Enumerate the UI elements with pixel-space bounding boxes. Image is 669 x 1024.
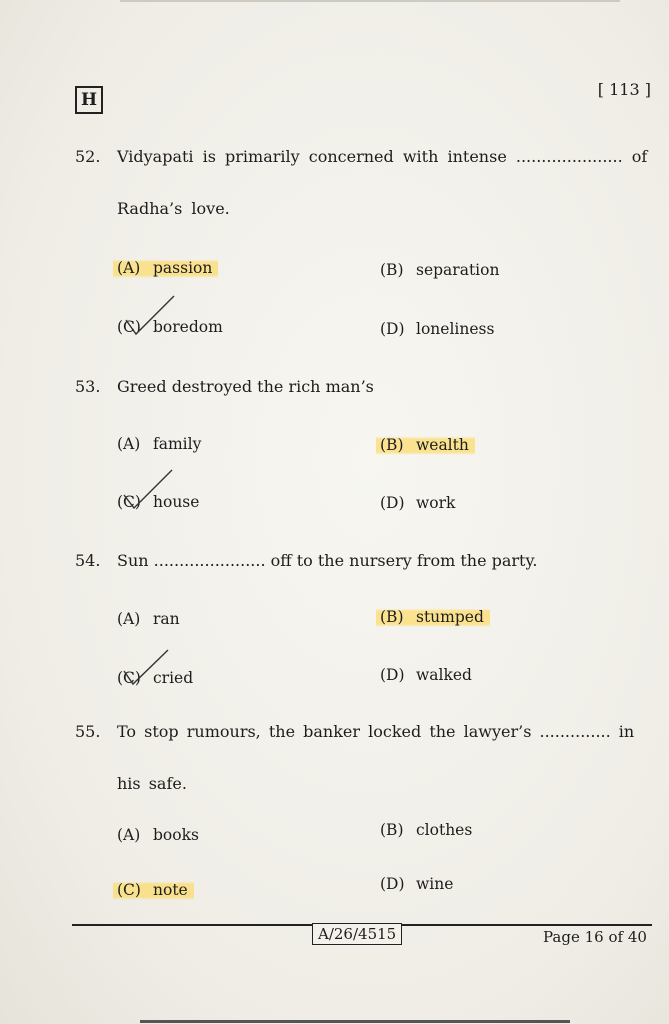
- option-55d[interactable]: (D) wine: [380, 875, 454, 893]
- top-edge-line: [120, 0, 620, 2]
- question-number: 55.: [75, 722, 101, 741]
- option-55b[interactable]: (B) clothes: [380, 821, 473, 839]
- question-text: Vidyapati is primarily concerned with intense ..................... of Radha’s love.: [117, 147, 648, 218]
- question-number: 53.: [75, 377, 101, 396]
- option-52d[interactable]: (D) loneliness: [380, 320, 495, 338]
- option-53a[interactable]: (A) family: [117, 435, 202, 453]
- paper-code: A/26/4515: [312, 923, 402, 945]
- tick-mark-icon: [120, 467, 180, 512]
- option-55c[interactable]: (C) note: [117, 881, 194, 899]
- question-text: Sun ...................... off to the nursery from the party.: [117, 551, 538, 570]
- paper-number: [ 113 ]: [597, 80, 651, 99]
- question-text: Greed destroyed the rich man’s: [117, 377, 374, 396]
- tick-mark-icon: [120, 647, 180, 687]
- option-54b[interactable]: (B) stumped: [380, 608, 490, 626]
- option-52c[interactable]: (C) boredom: [117, 318, 223, 336]
- option-54a[interactable]: (A) ran: [117, 610, 180, 628]
- set-code-box: H: [75, 86, 103, 114]
- option-54d[interactable]: (D) walked: [380, 666, 472, 684]
- bottom-edge-line: [140, 1020, 570, 1023]
- question-number: 52.: [75, 147, 101, 166]
- question-text: To stop rumours, the banker locked the lawyer’s .............. in his safe.: [117, 722, 635, 793]
- option-53b[interactable]: (B) wealth: [380, 436, 475, 454]
- option-53d[interactable]: (D) work: [380, 494, 456, 512]
- option-52b[interactable]: (B) separation: [380, 261, 500, 279]
- tick-mark-icon: [120, 292, 180, 337]
- option-52a[interactable]: (A) passion: [117, 259, 218, 277]
- question-number: 54.: [75, 551, 101, 570]
- option-55a[interactable]: (A) books: [117, 826, 199, 844]
- option-54c[interactable]: (C) cried: [117, 669, 194, 687]
- page-indicator: Page 16 of 40: [543, 928, 647, 946]
- option-53c[interactable]: (C) house: [117, 493, 200, 511]
